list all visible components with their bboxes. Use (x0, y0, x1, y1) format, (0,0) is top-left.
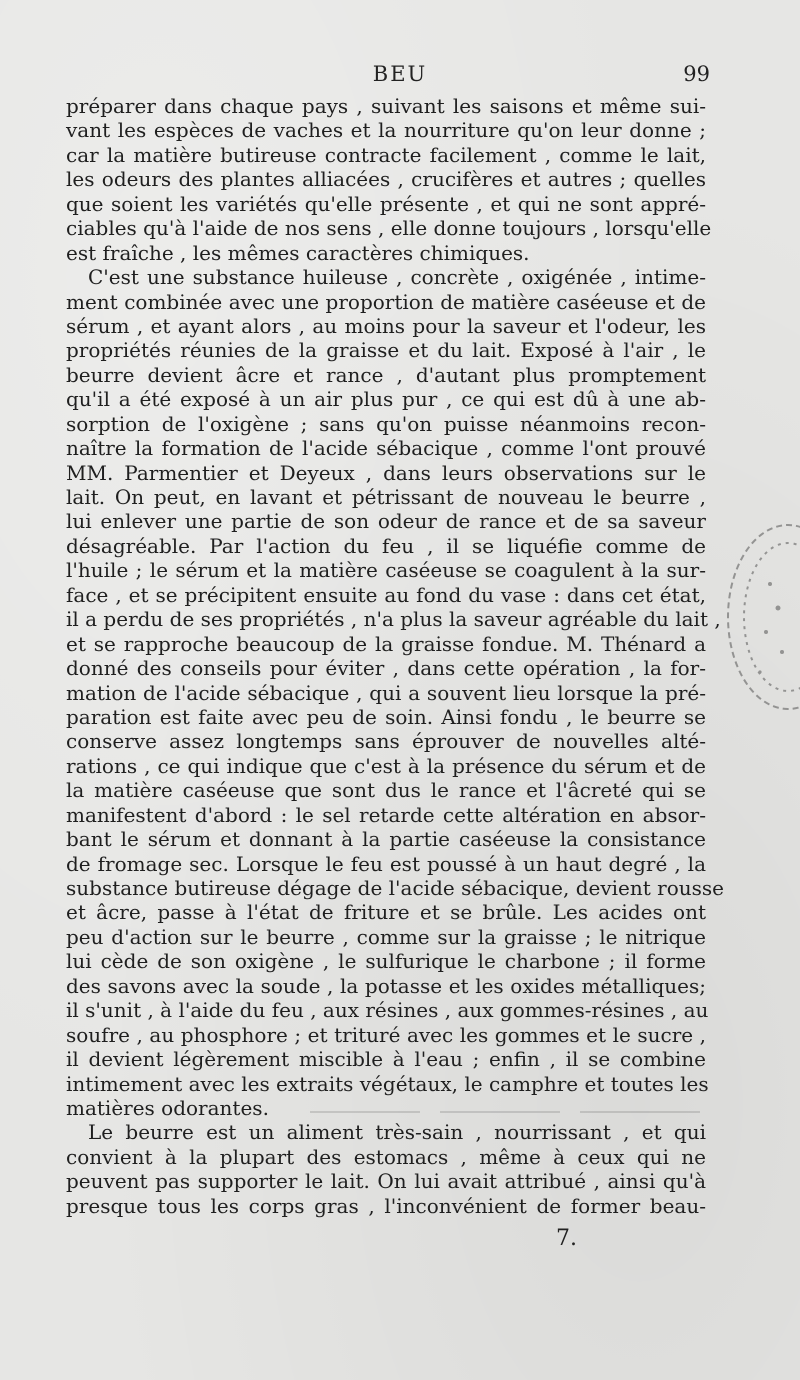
text-line: sérum , et ayant alors , au moins pour la saveur et l'odeur, les (66, 313, 706, 338)
text-line: MM. Parmentier et Deyeux , dans leurs observations sur le (66, 460, 706, 485)
text-line: mation de l'acide sébacique , qui a souvent lieu lorsque la pré- (66, 680, 706, 705)
text-line: ciables qu'à l'aide de nos sens , elle donne toujours , lorsqu'elle (66, 216, 712, 241)
running-head: BEU (372, 62, 428, 86)
text-line: donné des conseils pour éviter , dans cette opération , la for- (66, 656, 706, 681)
text-line: que soient les variétés qu'elle présente , et qui ne sont appré- (66, 191, 706, 216)
text-line: préparer dans chaque pays , suivant les saisons et même sui- (66, 94, 706, 118)
text-line: est fraîche , les mêmes caractères chimiques. (66, 240, 530, 265)
body-text (66, 94, 725, 1218)
page-number: 99 (683, 62, 710, 86)
text-line: beurre devient âcre et rance , d'autant plus promptement (66, 362, 706, 387)
text-line: car la matière butireuse contracte facilement , comme le lait, (66, 142, 706, 167)
text-line: et âcre, passe à l'état de friture et se brûle. Les acides ont (66, 900, 706, 925)
text-line: face , et se précipitent ensuite au fond du vase : dans cet état, (66, 582, 706, 607)
text-line: désagréable. Par l'action du feu , il se liquéfie comme de (66, 533, 706, 558)
text-line: manifestent d'abord : le sel retarde cette altération en absor- (66, 802, 706, 827)
text-line: Le beurre est un aliment très-sain , nourrissant , et qui (88, 1120, 706, 1145)
text-line: qu'il a été exposé à un air plus pur , ce qui est dû à une ab- (66, 387, 706, 412)
text-line: peu d'action sur le beurre , comme sur la graisse ; le nitrique (66, 924, 706, 949)
text-line: propriétés réunies de la graisse et du lait. Exposé à l'air , le (66, 338, 706, 363)
text-line: la matière caséeuse que sont dus le rance et l'âcreté qui se (66, 778, 706, 803)
text-line: vant les espèces de vaches et la nourriture qu'on leur donne ; (66, 118, 706, 143)
library-stamp (708, 512, 800, 722)
text-line: soufre , au phosphore ; et trituré avec les gommes et le sucre , (66, 1022, 706, 1047)
signature-mark: 7. (556, 1226, 577, 1251)
text-line: lui enlever une partie de son odeur de rance et de sa saveur (66, 509, 706, 534)
text-line: l'huile ; le sérum et la matière caséeuse se coagulent à la sur- (66, 558, 706, 583)
text-line: matières odorantes. (66, 1095, 269, 1120)
text-line: rations , ce qui indique que c'est à la présence du sérum et de (66, 753, 706, 778)
text-line: lui cède de son oxigène , le sulfurique le charbone ; il forme (66, 949, 706, 974)
page-header (0, 58, 800, 98)
text-line: il s'unit , à l'aide du feu , aux résines , aux gommes-résines , au (66, 998, 709, 1023)
text-line: de fromage sec. Lorsque le feu est poussé à un haut degré , la (66, 851, 706, 876)
text-line: convient à la plupart des estomacs , même à ceux qui ne (66, 1144, 706, 1169)
text-line: peuvent pas supporter le lait. On lui avait attribué , ainsi qu'à (66, 1169, 706, 1194)
text-line: conserve assez longtemps sans éprouver de nouvelles alté- (66, 729, 706, 754)
text-line: lait. On peut, en lavant et pétrissant de nouveau le beurre , (66, 485, 706, 509)
text-line: presque tous les corps gras , l'inconvénient de former beau- (66, 1193, 706, 1218)
text-line: et se rapproche beaucoup de la graisse fondue. M. Thénard a (66, 631, 706, 656)
text-line: intimement avec les extraits végétaux, le camphre et toutes les (66, 1071, 709, 1096)
text-line: il devient légèrement miscible à l'eau ; enfin , il se combine (66, 1047, 706, 1072)
text-line: il a perdu de ses propriétés , n'a plus la saveur agréable du lait , (66, 607, 721, 632)
text-line: des savons avec la soude , la potasse et les oxides métalliques; (66, 973, 706, 998)
text-line: paration est faite avec peu de soin. Ainsi fondu , le beurre se (66, 704, 706, 729)
text-line: C'est une substance huileuse , concrète , oxigénée , intime- (88, 265, 706, 290)
show-through-text (300, 1096, 720, 1126)
text-line: bant le sérum et donnant à la partie caséeuse la consistance (66, 827, 706, 852)
text-line: sorption de l'oxigène ; sans qu'on puisse néanmoins recon- (66, 411, 706, 436)
text-line: ment combinée avec une proportion de matière caséeuse et de (66, 289, 706, 314)
text-line: naître la formation de l'acide sébacique , comme l'ont prouvé (66, 436, 706, 461)
text-line: les odeurs des plantes alliacées , crucifères et autres ; quelles (66, 167, 706, 192)
text-line: substance butireuse dégage de l'acide sébacique, devient rousse (66, 876, 725, 900)
